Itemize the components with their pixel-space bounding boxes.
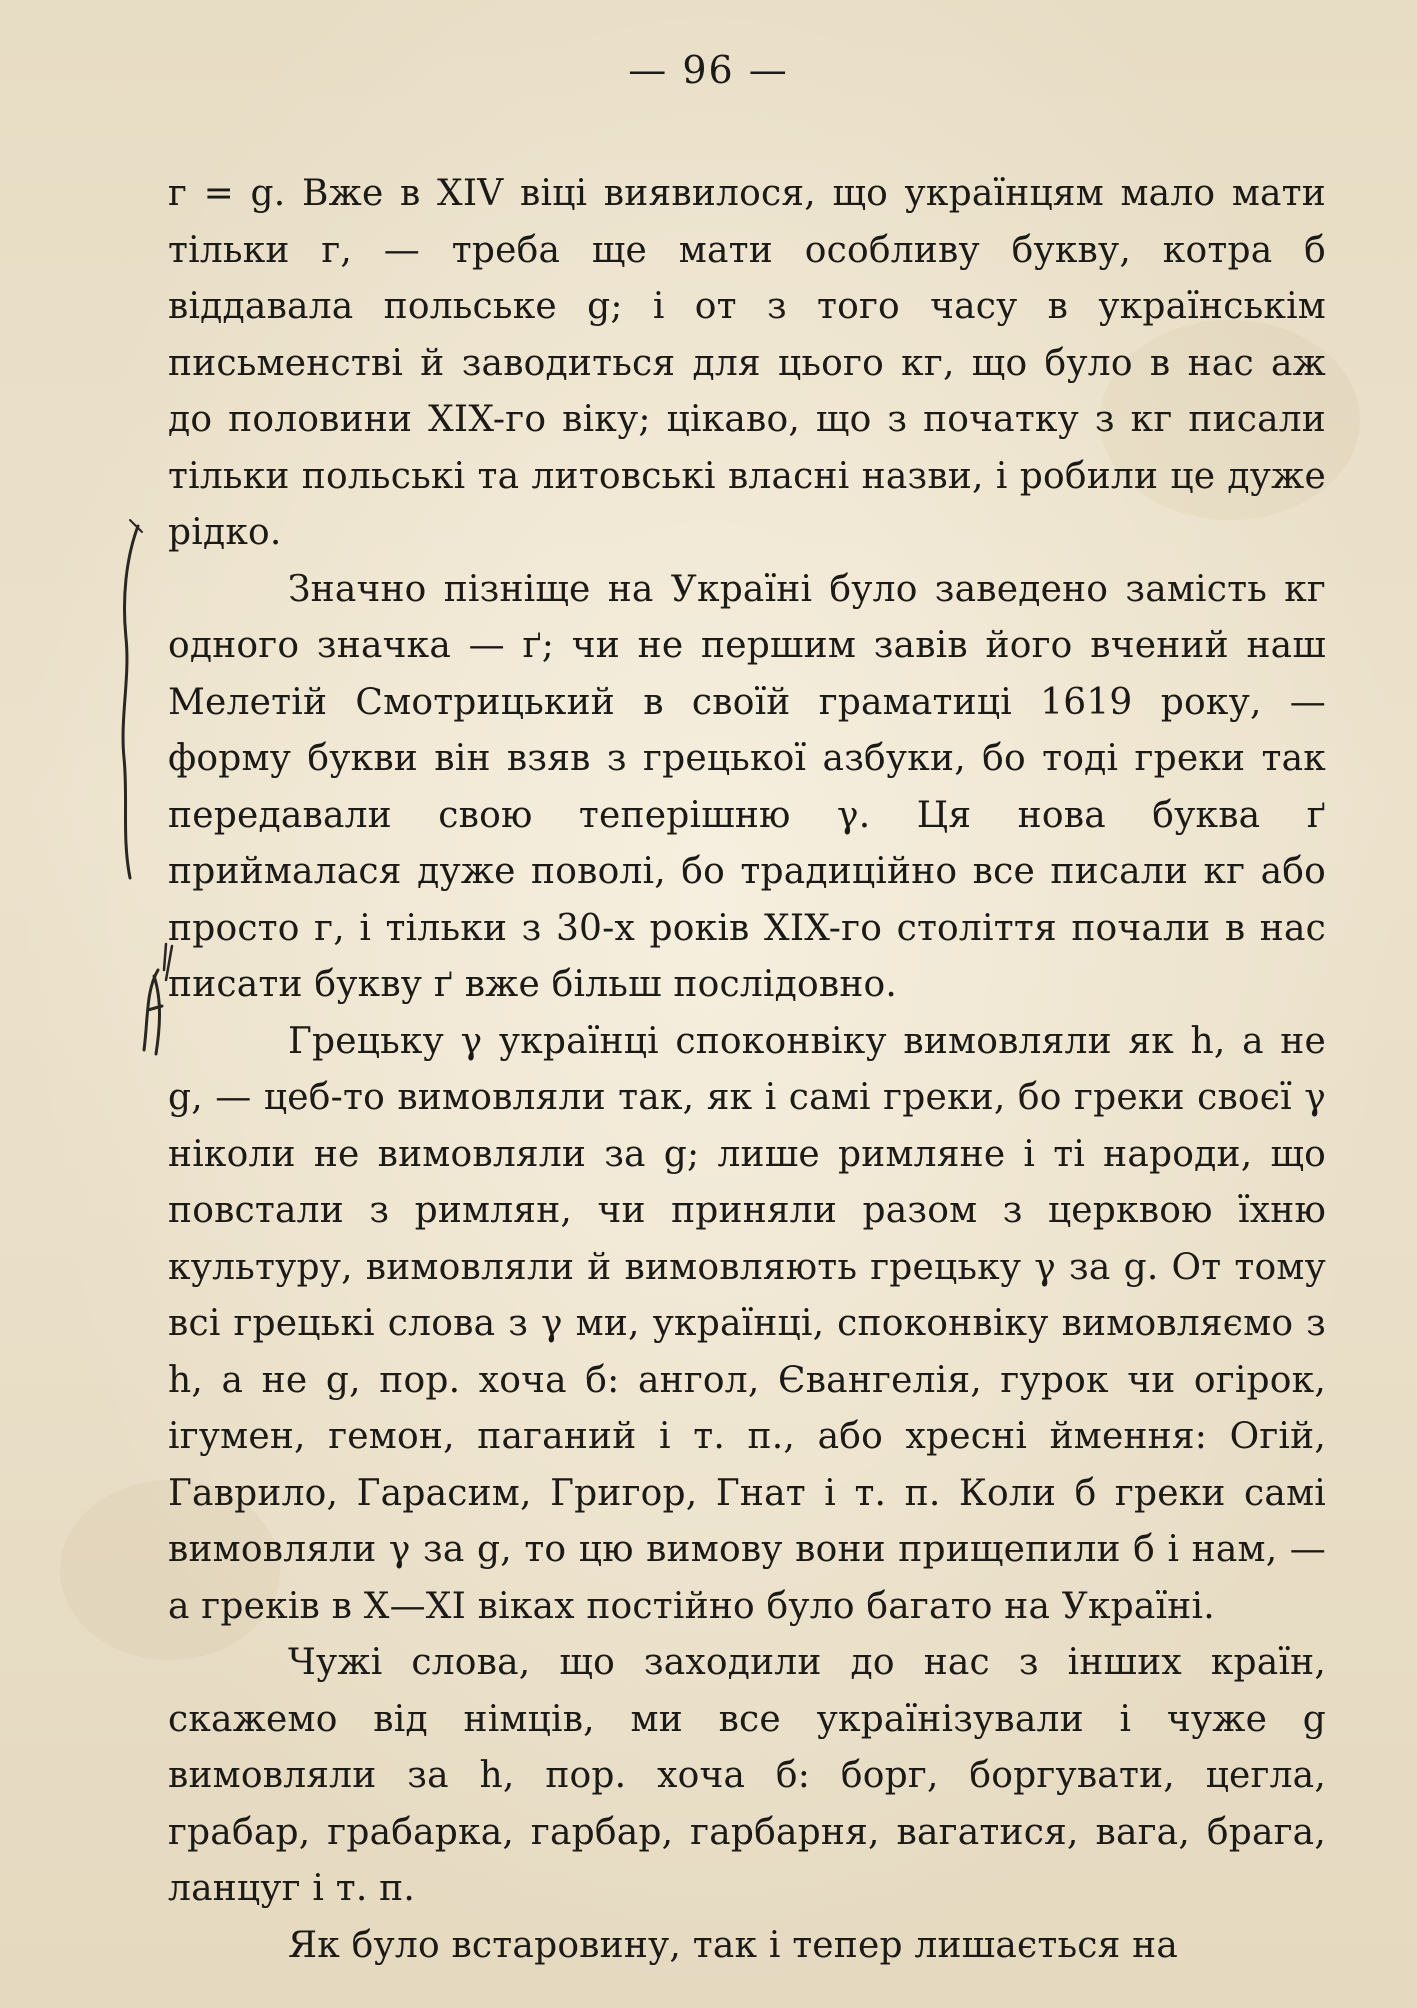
body-text xyxy=(168,166,1326,1974)
paragraph-1: г = g. Вже в XIV віці виявилося, що українцям мало мати тільки г, — треба ще мати особливу букву, котра б віддавала польське g; і от з того часу в українськім письменстві й заводиться для цього кг, що було в нас аж до половини XIX-го віку; цікаво, що з початку з кг писали тільки польські та литовські власні назви, і робили це дуже рідко. xyxy=(168,173,1326,553)
paragraph-5: Як було встаровину, так і тепер лишається на xyxy=(288,1924,1179,1966)
paragraph-4: Чужі слова, що заходили до нас з інших країн, скажемо від німців, ми все українізували і чуже g вимовляли за h, пор. хоча б: борг, боргувати, цегла, грабар, грабарка, гарбар, гарбарня, вагатися, вага, брага, ланцуг і т. п. xyxy=(168,1642,1326,1909)
margin-bracket-pencil-mark xyxy=(108,518,148,898)
paragraph-3: Грецьку γ українці споконвіку вимовляли як h, а не g, — цеб-то вимовляли так, як і самі греки, бо греки своєї γ ніколи не вимовляли за g; лише римляне і ті народи, що повстали з римлян, чи приняли разом з церквою їхню культуру, вимовляли й вимовляють грецьку γ за g. От тому всі грецькі слова з γ ми, українці, споконвіку вимовляємо з h, а не g, пор. хоча б: ангол, Євангелія, гурок чи огірок, ігумен, гемон, паганий і т. п., або хресні ймення: Огій, Гаврило, Гарасим, Григор, Гнат і т. п. Коли б греки самі вимовляли γ за g, то цю вимову вони прищепили б і нам, — а греків в X—XI віках постійно було багато на Україні. xyxy=(168,1020,1326,1627)
paragraph-2: Значно пізніще на Україні було заведено замість кг одного значка — ґ; чи не першим завів його вчений наш Мелетій Смотрицький в своїй граматиці 1619 року, — форму букви він взяв з грецької азбуки, бо тоді греки так передавали свою теперішню γ. Ця нова буква ґ приймалася дуже поволі, бо традиційно все писали кг або просто г, і тільки з 30-х років XIX-го століття почали в нас писати букву ґ вже більш послідовно. xyxy=(168,568,1326,1005)
page-number: — 96 — xyxy=(628,48,789,92)
